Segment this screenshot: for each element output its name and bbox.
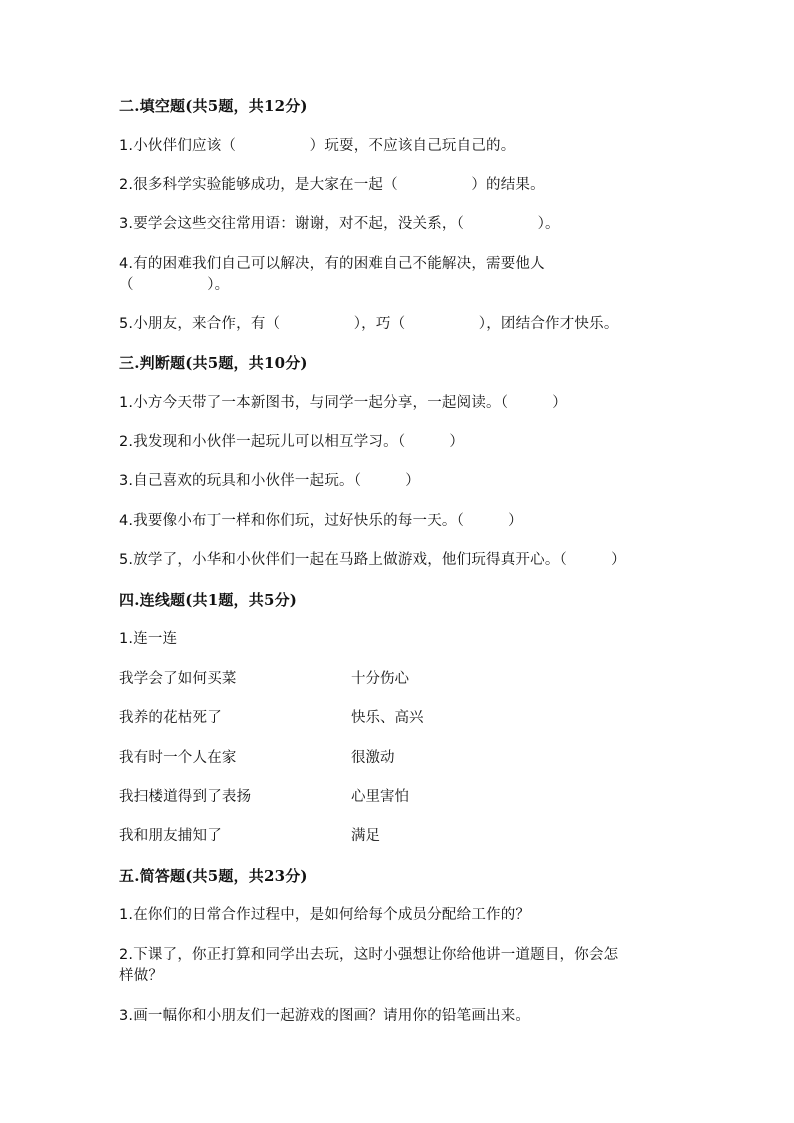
true-false-question-3: 3.自己喜欢的玩具和小伙伴一起玩。（ ） — [119, 473, 420, 489]
matching-question-1: 1.连一连 — [119, 631, 178, 647]
fill-blank-question-3: 3.要学会这些交往常用语：谢谢，对不起，没关系，（ ）。 — [119, 216, 560, 232]
true-false-question-2: 2.我发现和小伙伴一起玩儿可以相互学习。（ ） — [119, 434, 465, 450]
section-heading-short-answer: 五.简答题(共5题，共23分) — [119, 867, 308, 885]
fill-blank-question-2: 2.很多科学实验能够成功，是大家在一起（ ）的结果。 — [119, 177, 545, 193]
true-false-question-4: 4.我要像小布丁一样和你们玩，过好快乐的每一天。（ ） — [119, 513, 523, 529]
section-heading-true-false: 三.判断题(共5题，共10分) — [119, 354, 308, 372]
matching-left-item: 我扫楼道得到了表扬 — [119, 789, 252, 805]
matching-left-item: 我学会了如何买菜 — [119, 671, 237, 687]
fill-blank-question-1: 1.小伙伴们应该（ ）玩耍，不应该自己玩自己的。 — [119, 138, 516, 154]
fill-blank-question-4-line-2: （ ）。 — [119, 277, 230, 293]
matching-right-item: 十分伤心 — [351, 671, 409, 687]
short-answer-question-3: 3.画一幅你和小朋友们一起游戏的图画？请用你的铅笔画出来。 — [119, 1008, 531, 1024]
true-false-question-1: 1.小方今天带了一本新图书，与同学一起分享，一起阅读。（ ） — [119, 395, 567, 411]
short-answer-question-1: 1.在你们的日常合作过程中，是如何给每个成员分配给工作的？ — [119, 907, 531, 923]
matching-right-item: 心里害怕 — [351, 789, 409, 805]
matching-right-item: 很激动 — [351, 750, 395, 766]
matching-left-item: 我有时一个人在家 — [119, 750, 237, 766]
short-answer-question-2-line-2: 样做？ — [119, 968, 164, 984]
short-answer-question-2-line-1: 2.下课了，你正打算和同学出去玩，这时小强想让你给他讲一道题目，你会怎 — [119, 947, 619, 963]
section-heading-fill-blank: 二.填空题(共5题，共12分) — [119, 97, 308, 115]
fill-blank-question-5: 5.小朋友，来合作，有（ ），巧（ ），团结合作才快乐。 — [119, 316, 619, 332]
matching-left-item: 我和朋友捕知了 — [119, 828, 222, 844]
matching-right-item: 快乐、高兴 — [351, 710, 424, 726]
true-false-question-5: 5.放学了，小华和小伙伴们一起在马路上做游戏，他们玩得真开心。（ ） — [119, 552, 626, 568]
matching-left-item: 我养的花枯死了 — [119, 710, 222, 726]
section-heading-matching: 四.连线题(共1题，共5分) — [119, 591, 298, 609]
matching-right-item: 满足 — [351, 828, 380, 844]
fill-blank-question-4-line-1: 4.有的困难我们自己可以解决，有的困难自己不能解决，需要他人 — [119, 256, 545, 272]
